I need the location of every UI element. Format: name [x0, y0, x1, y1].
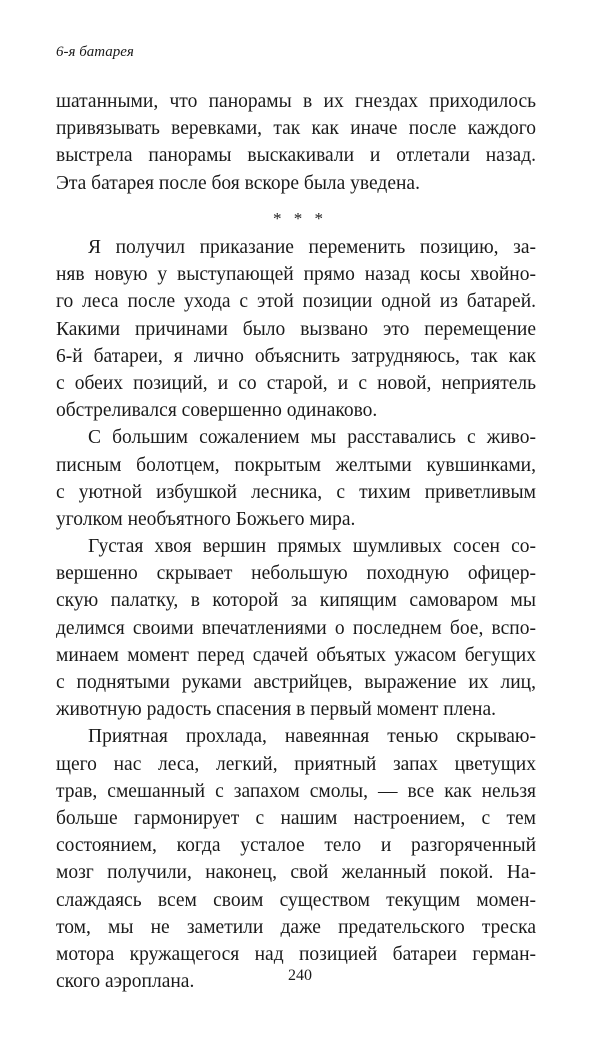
- text-line: мотора кружащегося над позицией батареи герман-: [56, 943, 536, 965]
- text-block-top: [56, 88, 536, 197]
- text-line: щего нас леса, легкий, приятный запах цветущих: [56, 753, 536, 775]
- text-line: Густая хвоя вершин прямых шумливых сосен со-: [88, 536, 536, 558]
- text-line: трав, смешанный с запахом смолы, — все как нельзя: [56, 780, 536, 802]
- text-line: привязывать веревками, так как иначе после каждого: [56, 118, 536, 140]
- text-line: С большим сожалением мы расставались с живо-: [88, 427, 536, 449]
- text-line: Приятная прохлада, навеянная тенью скрываю-: [88, 726, 536, 748]
- text-line: писным болотцем, покрытым желтыми кувшинками,: [56, 454, 536, 476]
- text-line: состоянием, когда усталое тело и разгоряченный: [56, 835, 536, 857]
- text-line: шатанными, что панорамы в их гнездах приходилось: [56, 91, 536, 112]
- page-number: 240: [288, 967, 312, 984]
- text-line: слаждаясь всем своим существом текущим момен-: [56, 889, 536, 911]
- text-line: животную радость спасения в первый момент плена.: [56, 699, 497, 721]
- text-line: выстрела панорамы выскакивали и отлетали назад.: [56, 145, 536, 167]
- text-line: Какими причинами было вызвано это перемещение: [56, 318, 536, 340]
- text-line: с обеих позиций, и со старой, и с новой, неприятель: [56, 372, 536, 394]
- text-line: мозг получили, наконец, свой желанный покой. На-: [56, 862, 536, 884]
- text-line: 6-й батареи, я лично объяснить затрудняюсь, так как: [56, 345, 536, 367]
- text-line: больше гармонирует с нашим настроением, с тем: [56, 807, 536, 829]
- text-line: обстреливался совершенно одинаково.: [56, 400, 378, 422]
- text-line: Я получил приказание переменить позицию, за-: [88, 237, 536, 258]
- text-line: уголком необъятного Божьего мира.: [56, 508, 356, 530]
- text-line: го леса после ухода с этой позиции одной из батарей.: [56, 291, 536, 313]
- text-block-main: [56, 234, 536, 995]
- text-line: том, мы не заметили даже предательского треска: [56, 916, 536, 938]
- text-line: с поднятыми руками австрийцев, выражение их лиц,: [56, 672, 536, 693]
- text-line: делимся своими впечатлениями о последнем бое, вспо-: [56, 617, 536, 639]
- text-line: минаем момент перед сдачей объятых ужасом бегущих: [56, 644, 536, 666]
- text-line: вершенно скрывает небольшую походную офицер-: [56, 563, 536, 585]
- text-line: Эта батарея после боя вскоре была уведена.: [56, 172, 420, 194]
- text-line: няв новую у выступающей прямо назад косы хвойно-: [56, 264, 536, 286]
- text-line: скую палатку, в которой за кипящим самоваром мы: [56, 590, 536, 612]
- text-line: ского аэроплана.: [56, 971, 195, 993]
- text-line: с уютной избушкой лесника, с тихим приветливым: [56, 481, 536, 503]
- running-head: 6-я батарея: [56, 44, 134, 60]
- section-separator: * * *: [273, 209, 327, 228]
